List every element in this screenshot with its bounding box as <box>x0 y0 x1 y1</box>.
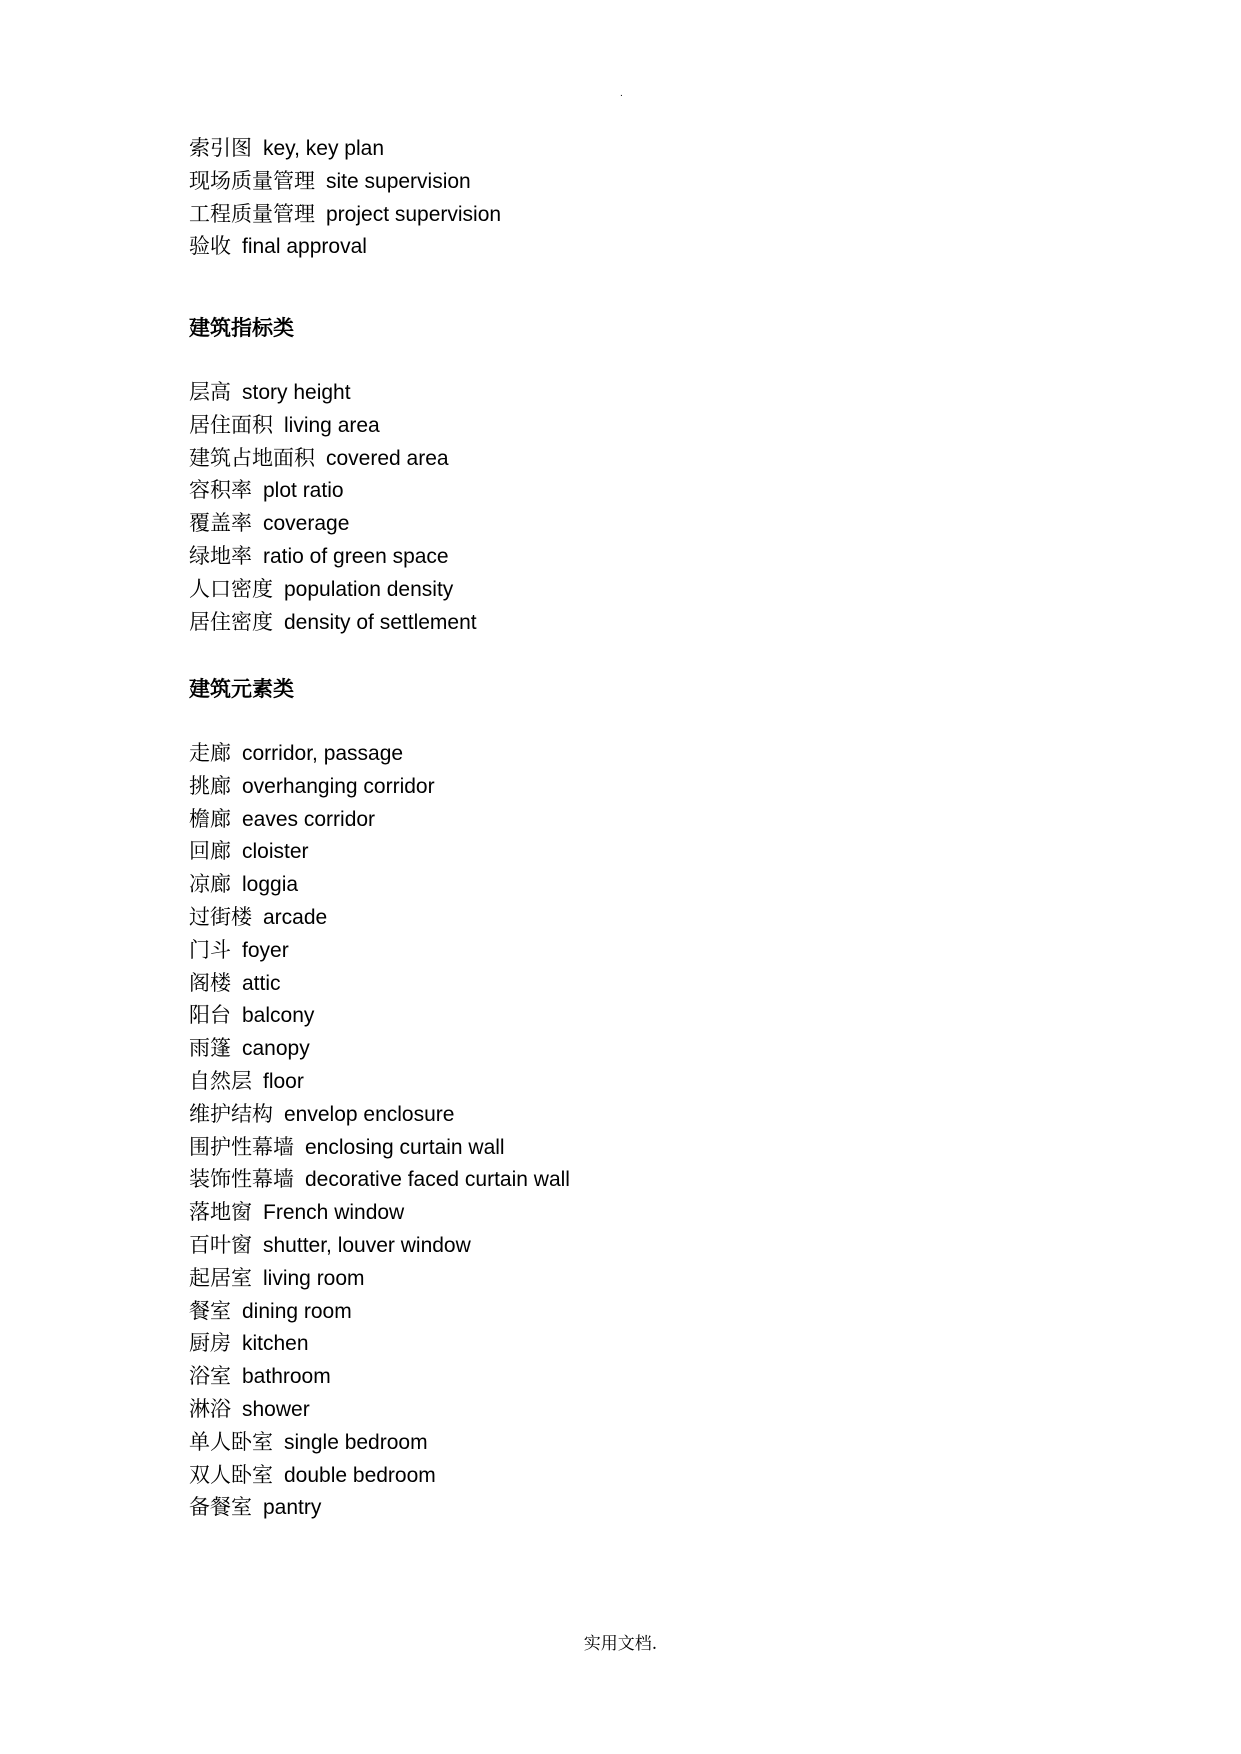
term-row <box>189 999 1189 1032</box>
term-list-elements <box>189 737 1189 1524</box>
term-row <box>189 835 1189 868</box>
term-chinese: 单人卧室 <box>189 1429 273 1454</box>
term-chinese: 起居室 <box>189 1265 252 1290</box>
term-chinese: 走廊 <box>189 741 231 765</box>
term-english: eaves corridor <box>242 807 376 831</box>
term-english: shutter, louver window <box>263 1233 471 1257</box>
term-english: overhanging corridor <box>242 774 435 798</box>
term-chinese: 挑廊 <box>189 773 231 798</box>
term-row <box>189 1459 1189 1492</box>
term-list-1 <box>189 132 1189 263</box>
term-row <box>189 967 1189 1000</box>
term-row <box>189 1032 1189 1065</box>
term-row <box>189 1491 1189 1524</box>
term-row <box>189 1360 1189 1393</box>
term-row <box>189 1327 1189 1360</box>
term-english: decorative faced curtain wall <box>305 1168 570 1192</box>
term-english: bathroom <box>242 1365 331 1389</box>
term-chinese: 维护结构 <box>189 1101 273 1126</box>
term-chinese: 现场质量管理 <box>189 168 315 193</box>
term-row <box>189 573 1189 606</box>
term-english: project supervision <box>326 202 502 226</box>
term-english: covered area <box>326 446 449 470</box>
term-chinese: 装饰性幕墙 <box>189 1167 294 1192</box>
term-chinese: 浴室 <box>189 1364 231 1389</box>
term-chinese: 索引图 <box>189 136 252 160</box>
term-chinese: 容积率 <box>189 478 252 503</box>
term-row <box>189 1098 1189 1131</box>
term-english: single bedroom <box>284 1430 428 1454</box>
term-row <box>189 803 1189 836</box>
term-chinese: 工程质量管理 <box>189 201 315 226</box>
term-english: ratio of green space <box>263 544 449 568</box>
term-row <box>189 1163 1189 1196</box>
term-row <box>189 540 1189 573</box>
term-english: final approval <box>242 235 367 259</box>
term-chinese: 围护性幕墙 <box>189 1134 294 1159</box>
term-chinese: 百叶窗 <box>189 1232 252 1257</box>
term-english: corridor, passage <box>242 742 404 765</box>
term-chinese: 验收 <box>189 234 231 259</box>
term-chinese: 过街楼 <box>189 904 252 929</box>
term-english: density of settlement <box>284 610 477 634</box>
term-row <box>189 1262 1189 1295</box>
term-row <box>189 1393 1189 1426</box>
page-footer: 实用文档. <box>583 1634 658 1654</box>
term-row <box>189 198 1189 231</box>
term-english: key, key plan <box>263 137 385 160</box>
term-english: story height <box>242 381 351 404</box>
term-row <box>189 606 1189 639</box>
term-chinese: 绿地率 <box>189 543 252 568</box>
term-chinese: 备餐室 <box>189 1495 252 1520</box>
term-english: living room <box>263 1266 365 1290</box>
term-chinese: 人口密度 <box>189 576 273 601</box>
term-chinese: 回廊 <box>189 839 231 864</box>
term-chinese: 雨篷 <box>189 1036 231 1061</box>
term-chinese: 阳台 <box>189 1003 231 1028</box>
term-row <box>189 1295 1189 1328</box>
term-row <box>189 737 1189 770</box>
term-english: floor <box>263 1069 304 1093</box>
term-english: coverage <box>263 512 350 536</box>
term-english: French window <box>263 1201 405 1225</box>
term-row <box>189 132 1189 165</box>
term-chinese: 自然层 <box>189 1068 252 1093</box>
term-english: attic <box>242 971 281 995</box>
header-mark: . <box>620 88 623 99</box>
term-row <box>189 165 1189 198</box>
term-english: shower <box>242 1397 310 1421</box>
term-chinese: 居住面积 <box>189 412 273 437</box>
term-english: plot ratio <box>263 479 344 503</box>
term-row <box>189 474 1189 507</box>
term-chinese: 双人卧室 <box>189 1462 273 1487</box>
term-english: kitchen <box>242 1332 309 1356</box>
term-english: cloister <box>242 840 309 864</box>
term-row <box>189 868 1189 901</box>
term-english: site supervision <box>326 169 471 193</box>
term-english: pantry <box>263 1496 322 1520</box>
term-english: balcony <box>242 1004 315 1028</box>
term-english: population density <box>284 577 454 601</box>
term-row <box>189 409 1189 442</box>
term-chinese: 层高 <box>189 380 231 404</box>
term-row <box>189 1065 1189 1098</box>
term-row <box>189 934 1189 967</box>
term-row <box>189 376 1189 409</box>
term-english: envelop enclosure <box>284 1102 455 1126</box>
term-chinese: 凉廊 <box>189 872 231 897</box>
term-english: loggia <box>242 873 299 897</box>
term-english: enclosing curtain wall <box>305 1135 505 1159</box>
term-row <box>189 901 1189 934</box>
section-title-indicators: 建筑指标类 <box>189 316 294 340</box>
term-english: dining room <box>242 1299 352 1323</box>
term-chinese: 建筑占地面积 <box>189 445 315 470</box>
term-row <box>189 1131 1189 1164</box>
section-title-elements: 建筑元素类 <box>189 677 294 701</box>
term-chinese: 檐廊 <box>189 806 231 831</box>
term-english: living area <box>284 413 380 437</box>
term-row <box>189 230 1189 263</box>
term-english: canopy <box>242 1037 310 1061</box>
term-english: double bedroom <box>284 1463 436 1487</box>
term-row <box>189 507 1189 540</box>
term-chinese: 厨房 <box>189 1331 231 1356</box>
term-row <box>189 442 1189 475</box>
term-chinese: 淋浴 <box>189 1396 231 1421</box>
term-chinese: 覆盖率 <box>189 511 252 536</box>
term-chinese: 阁楼 <box>189 970 231 995</box>
term-english: arcade <box>263 905 328 929</box>
term-english: foyer <box>242 938 289 962</box>
term-list-indicators <box>189 376 1189 638</box>
term-chinese: 居住密度 <box>189 609 273 634</box>
term-row <box>189 1229 1189 1262</box>
term-chinese: 门斗 <box>189 937 231 962</box>
term-chinese: 落地窗 <box>189 1200 252 1225</box>
term-row <box>189 1426 1189 1459</box>
term-row <box>189 770 1189 803</box>
term-row <box>189 1196 1189 1229</box>
term-chinese: 餐室 <box>189 1298 231 1323</box>
